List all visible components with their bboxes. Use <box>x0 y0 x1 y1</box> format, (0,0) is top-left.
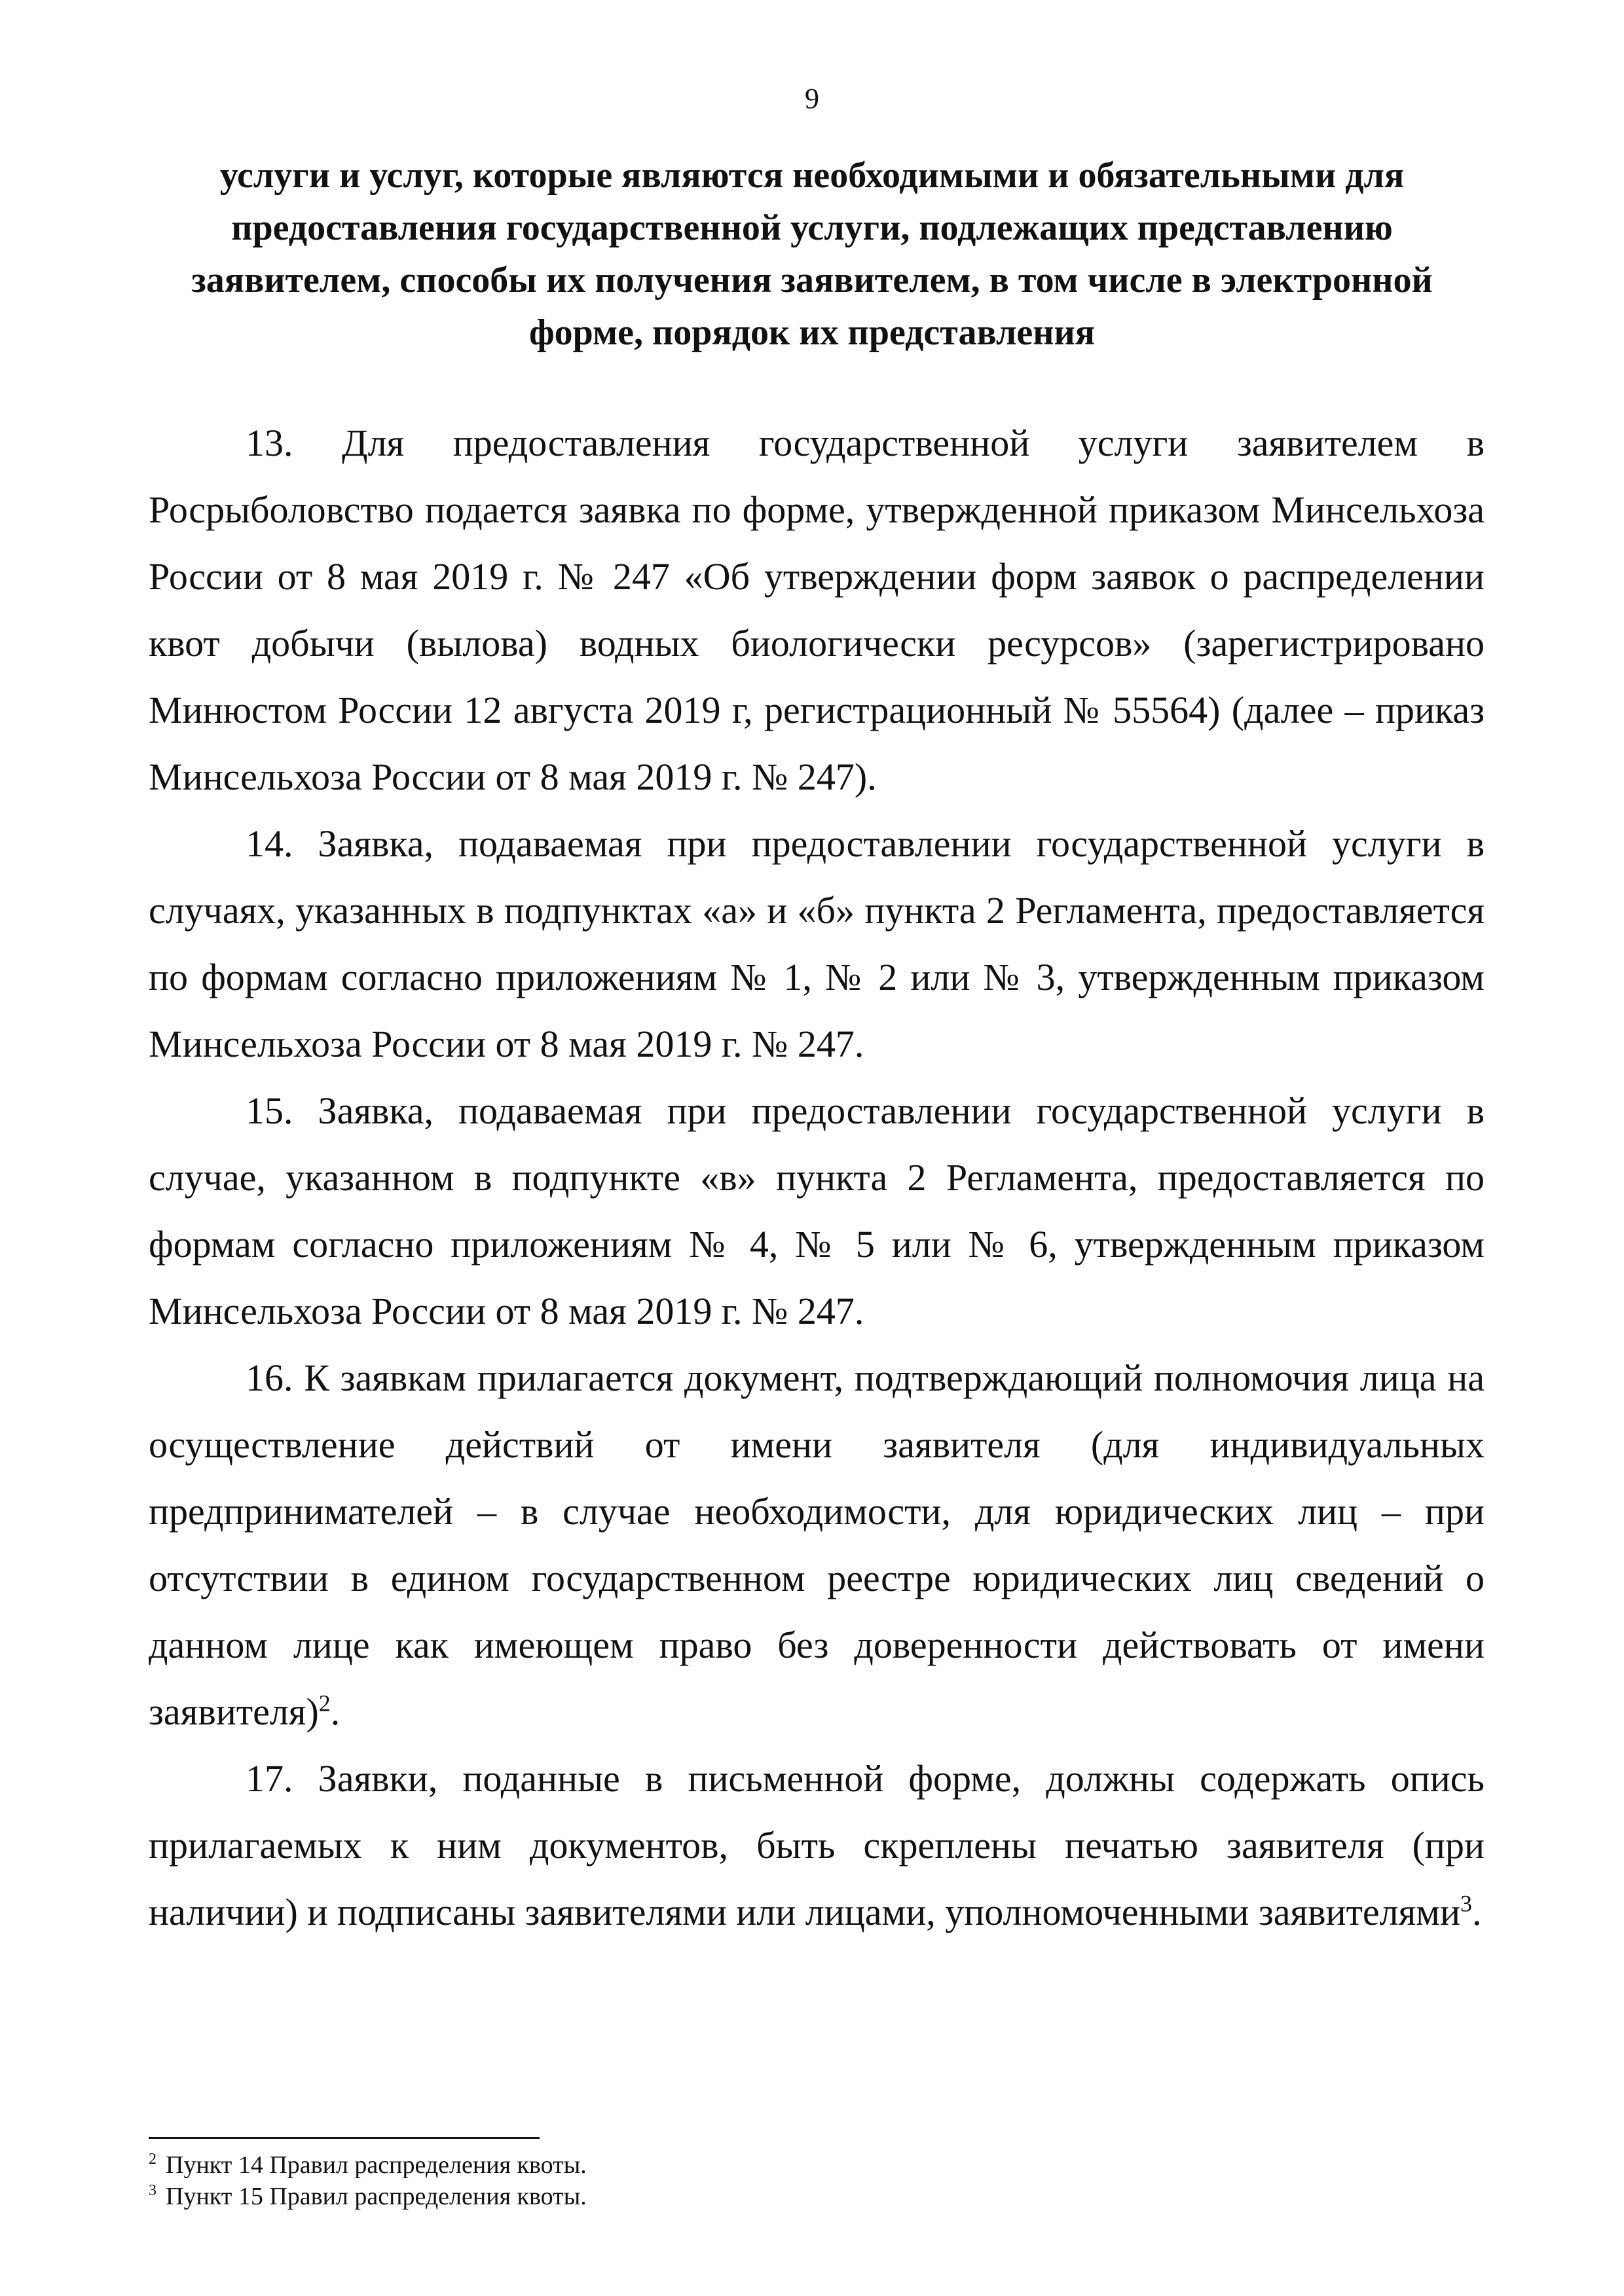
paragraph-15 <box>149 1078 1485 1345</box>
paragraph-14 <box>149 811 1485 1078</box>
paragraph-text: 16. К заявкам прилагается документ, подтверждающий полномочия лица на осуществление действий от имени заявителя (для индивидуальных предпринимателей – в случае необходимости, для юридических лиц – при отсутствии в едином государственном реестре юридических лиц сведений о данном лице как имеющем право без доверенности действовать от имени заявителя) <box>149 1357 1485 1733</box>
footnotes <box>149 2149 1485 2212</box>
paragraph-text: 14. Заявка, подаваемая при предоставлении государственной услуги в случаях, указанных в подпунктах «а» и «б» пункта 2 Регламента, предоставляется по формам согласно приложениям № 1, № 2 или № 3, утвержденным приказом Минсельхоза России от 8 мая 2019 г. № 247. <box>149 822 1485 1065</box>
footnote-reference[interactable]: 3 <box>1460 1890 1473 1917</box>
footnote-item <box>149 2149 1485 2181</box>
section-heading: услуги и услуг, которые являются необходимыми и обязательными для предоставления государственной услуги, подлежащих представлению заявителем, способы их получения заявителем, в том числе в электронной форме, порядок их представления <box>191 155 1433 353</box>
paragraph-13 <box>149 410 1485 811</box>
footnote-reference[interactable]: 2 <box>318 1690 331 1717</box>
paragraph-text: 15. Заявка, подаваемая при предоставлении государственной услуги в случае, указанном в подпункте «в» пункта 2 Регламента, предоставляется по формам согласно приложениям № 4, № 5 или № 6, утвержденным приказом Минсельхоза России от 8 мая 2019 г. № 247. <box>149 1089 1485 1332</box>
footnote-mark: 3 <box>149 2182 157 2200</box>
footnote-text: Пункт 15 Правил распределения квоты. <box>166 2183 587 2210</box>
paragraph-17 <box>149 1745 1485 1946</box>
paragraph-16 <box>149 1345 1485 1745</box>
footnote-text: Пункт 14 Правил распределения квоты. <box>166 2151 587 2179</box>
paragraph-tail: . <box>330 1690 341 1733</box>
page-number: 9 <box>805 82 819 115</box>
footnote-item <box>149 2181 1485 2212</box>
paragraph-text: 17. Заявки, поданные в письменной форме, должны содержать опись прилагаемых к ним документов, быть скреплены печатью заявителя (при наличии) и подписаны заявителями или лицами, уполномоченными заявителями <box>149 1757 1485 1933</box>
paragraph-tail: . <box>1472 1891 1482 1933</box>
footnote-divider <box>149 2137 540 2139</box>
paragraph-text: 13. Для предоставления государственной услуги заявителем в Росрыболовство подается заявка по форме, утвержденной приказом Минсельхоза России от 8 мая 2019 г. № 247 «Об утверждении форм заявок о распределении квот добычи (вылова) водных биологически ресурсов» (зарегистрировано Минюстом России 12 августа 2019 г, регистрационный № 55564) (далее – приказ Минсельхоза России от 8 мая 2019 г. № 247). <box>149 422 1485 798</box>
document-body <box>149 410 1485 1946</box>
footnote-mark: 2 <box>149 2151 157 2168</box>
